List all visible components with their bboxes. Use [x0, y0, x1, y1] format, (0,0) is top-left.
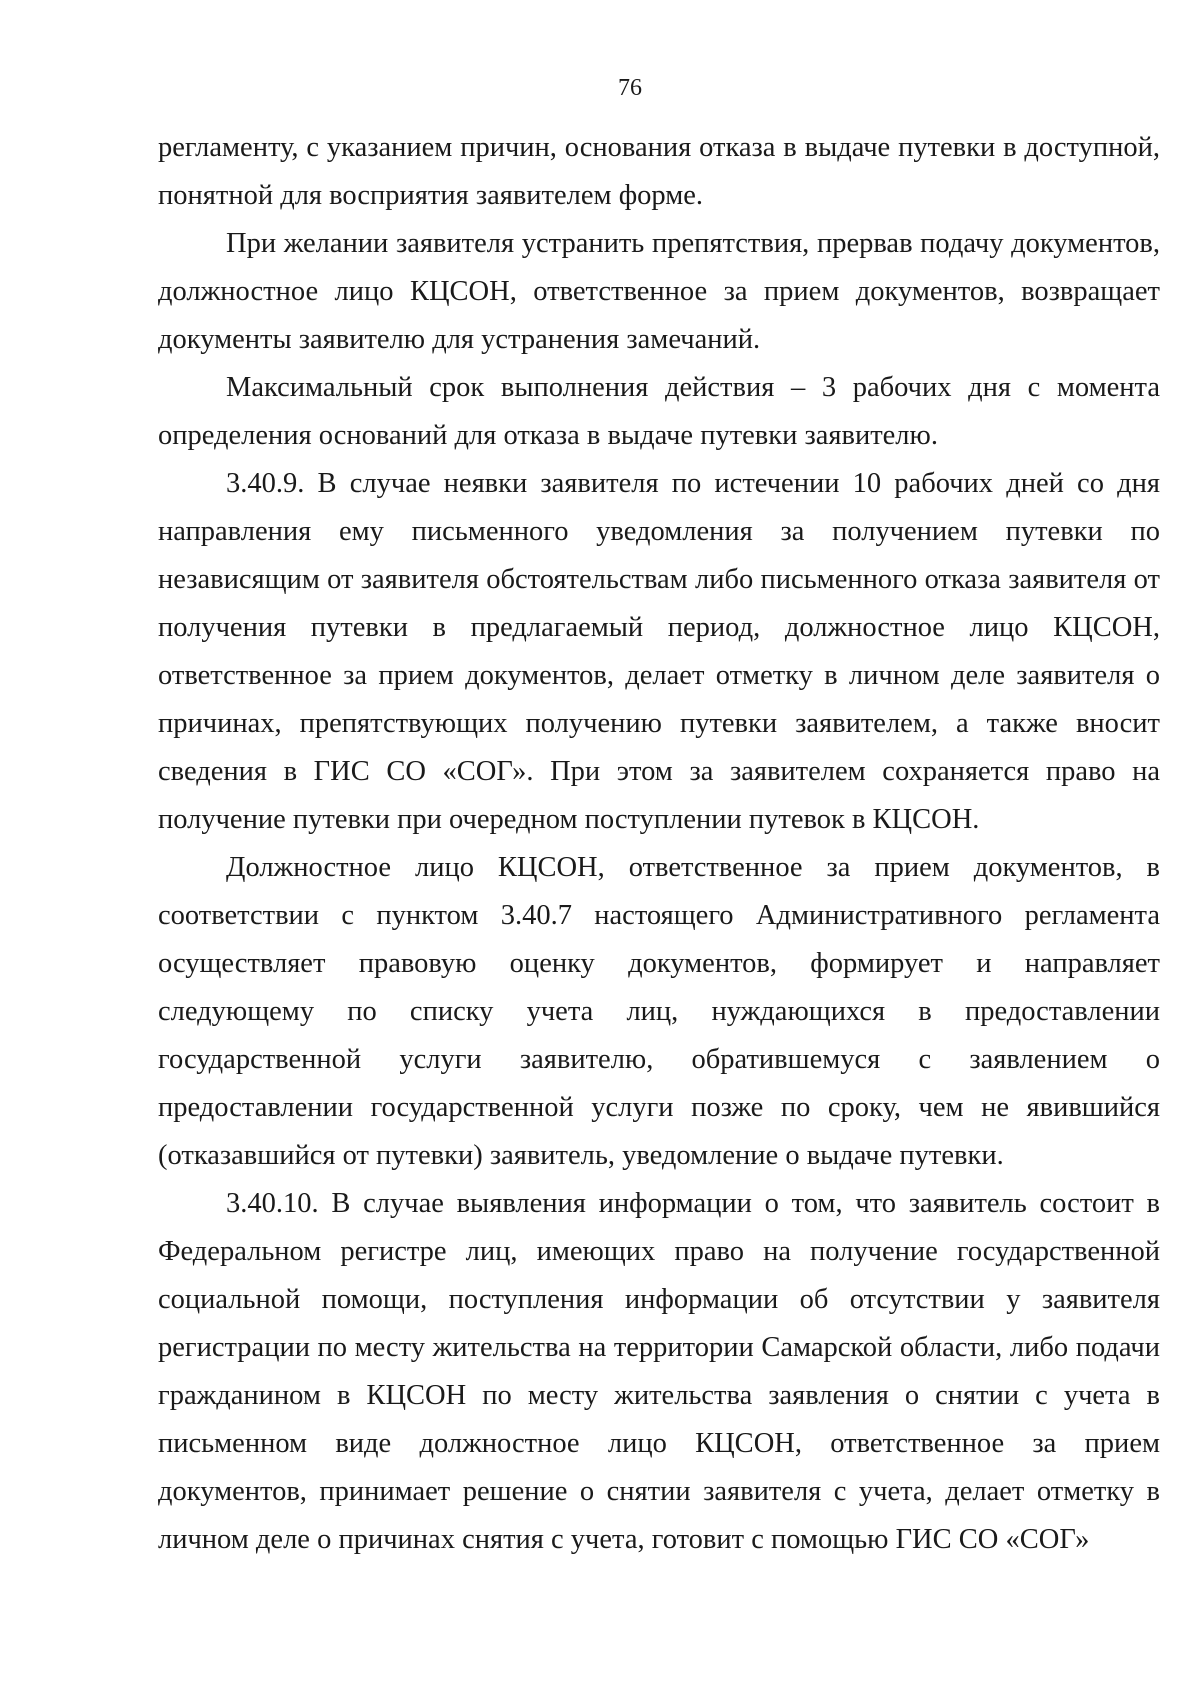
paragraph-legal-assessment: Должностное лицо КЦСОН, ответственное за прием документов, в соответствии с пунктом 3.40.7 настоящего Административного регламента осуществляет правовую оценку документов, формирует и направляет следующему по списку учета лиц, нуждающихся в предоставлении государственной услуги заявителю, обратившемуся с заявлением о предоставлении государственной услуги позже по сроку, чем не явившийся (отказавшийся от путевки) заявитель, уведомление о выдаче путевки. [158, 852, 1160, 1171]
paragraph-continuation: регламенту, с указанием причин, основания отказа в выдаче путевки в доступной, понятной для восприятия заявителем форме. [158, 132, 1160, 211]
paragraph-3-40-9: 3.40.9. В случае неявки заявителя по истечении 10 рабочих дней со дня направления ему письменного уведомления за получением путевки по независящим от заявителя обстоятельствам либо письменного отказа заявителя от получения путевки в предлагаемый период, должностное лицо КЦСОН, ответственное за прием документов, делает отметку в личном деле заявителя о причинах, препятствующих получению путевки заявителем, а также вносит сведения в ГИС СО «СОГ». При этом за заявителем сохраняется право на получение путевки при очередном поступлении путевок в КЦСОН. [158, 468, 1160, 835]
paragraph-return-documents: При желании заявителя устранить препятствия, прервав подачу документов, должностное лицо КЦСОН, ответственное за прием документов, возвращает документы заявителю для устранения замечаний. [158, 228, 1160, 355]
page-number: 76 [618, 75, 642, 101]
paragraph-3-40-10: 3.40.10. В случае выявления информации о том, что заявитель состоит в Федеральном регистре лиц, имеющих право на получение государственной социальной помощи, поступления информации об отсутствии у заявителя регистрации по месту жительства на территории Самарской области, либо подачи гражданином в КЦСОН по месту жительства заявления о снятии с учета в письменном виде должностное лицо КЦСОН, ответственное за прием документов, принимает решение о снятии заявителя с учета, делает отметку в личном деле о причинах снятия с учета, готовит с помощью ГИС СО «СОГ» [158, 1188, 1160, 1555]
document-body [158, 124, 1160, 1564]
paragraph-max-term: Максимальный срок выполнения действия – 3 рабочих дня с момента определения оснований для отказа в выдаче путевки заявителю. [158, 372, 1160, 451]
